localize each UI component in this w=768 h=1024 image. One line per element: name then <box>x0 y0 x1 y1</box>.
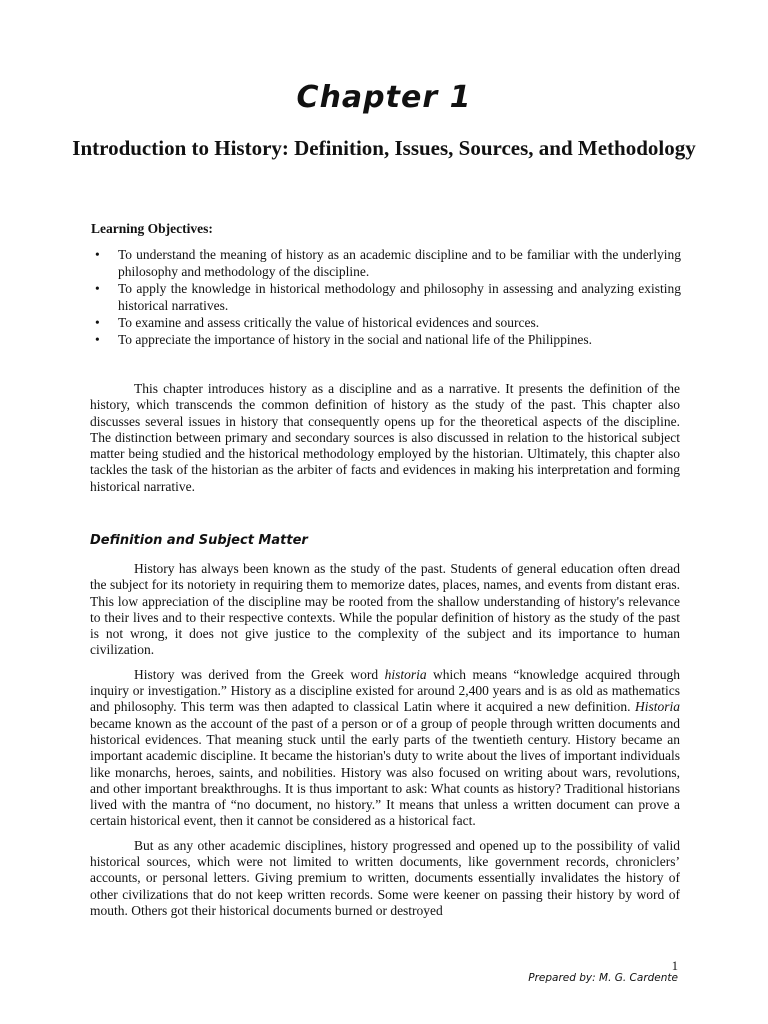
objective-text: To understand the meaning of history as an academic discipline and to be familiar with the underlying philosophy and methodology of the discipline. <box>118 247 681 279</box>
learning-objectives-list <box>91 246 681 348</box>
footer-credit: Prepared by: M. G. Cardente <box>528 972 678 984</box>
bullet-icon: • <box>95 332 100 347</box>
bullet-icon: • <box>95 247 100 262</box>
paragraph-text: became known as the account of the past of a person or of a group of people through written documents and historical evidences. That meaning stuck until the early parts of the twentieth century. History became an important academic discipline. It became the historian's duty to write about the lives of important individuals like monarchs, heroes, saints, and nobilities. History was also focused on writing about wars, revolutions, and other important breakthroughs. It is thus important to ask: What counts as history? Traditional historians lived with the mantra of “no document, no history.” It means that unless a written document can prove a certain historical event, then it cannot be considered as a historical fact. <box>90 715 680 829</box>
italic-term: Historia <box>634 699 680 715</box>
objective-item <box>91 314 681 331</box>
bullet-icon: • <box>95 315 100 330</box>
section-heading: Definition and Subject Matter <box>90 533 308 548</box>
paragraph-text: History was derived from the Greek word <box>134 666 385 682</box>
italic-term: historia <box>384 666 427 682</box>
bullet-icon: • <box>95 281 100 296</box>
objective-item <box>91 331 681 348</box>
chapter-title: Introduction to History: Definition, Issues, Sources, and Methodology <box>72 136 696 160</box>
chapter-introduction <box>90 381 680 495</box>
section-paragraph-1: History has always been known as the study of the past. Students of general education often dread the subject for its notoriety in requiring them to memorize dates, places, names, and events from distant eras. This low appreciation of the discipline may be rooted from the shallow understanding of history's relevance to their lives and to their respective contexts. While the popular definition of history as the study of the past is not wrong, it does not give justice to the complexity of the subject and its importance to human civilization. <box>90 561 680 658</box>
section-paragraph-3: But as any other academic disciplines, history progressed and opened up to the possibility of valid historical sources, which were not limited to written documents, like government records, chroniclers’ accounts, or personal letters. Giving premium to written, documents essentially invalidates the history of other civilizations that do not keep written records. Some were keener on passing their history by word of mouth. Others got their historical documents burned or destroyed <box>90 837 680 918</box>
section-body <box>90 561 680 927</box>
paragraph-text: which means “knowledge acquired through inquiry or investigation.” History as a discipline existed for around 2,400 years and is as old as mathematics and philosophy. This term was then adapted to classical Latin where it acquired a new definition. <box>90 666 680 715</box>
objective-text: To apply the knowledge in historical methodology and philosophy in assessing and analyzing existing historical narratives. <box>118 281 681 313</box>
intro-paragraph: This chapter introduces history as a discipline and as a narrative. It presents the definition of the history, which transcends the common definition of history as the study of the past. This chapter also discusses several issues in history that consequently opens up for the theoretical aspects of the discipline. The distinction between primary and secondary sources is also discussed in relation to the historical subject matter being studied and the historical methodology employed by the historian. Ultimately, this chapter also tackles the task of the historian as the arbiter of facts and evidences in making his interpretation and forming historical narrative. <box>90 381 680 494</box>
chapter-heading: Chapter 1 <box>296 80 472 115</box>
objective-text: To examine and assess critically the value of historical evidences and sources. <box>118 315 540 330</box>
section-paragraph-2 <box>90 667 680 830</box>
objective-item <box>91 280 681 314</box>
page-number: 1 <box>671 959 678 973</box>
objective-item <box>91 246 681 280</box>
objective-text: To appreciate the importance of history in the social and national life of the Philippines. <box>118 332 593 347</box>
learning-objectives-label: Learning Objectives: <box>91 221 213 236</box>
